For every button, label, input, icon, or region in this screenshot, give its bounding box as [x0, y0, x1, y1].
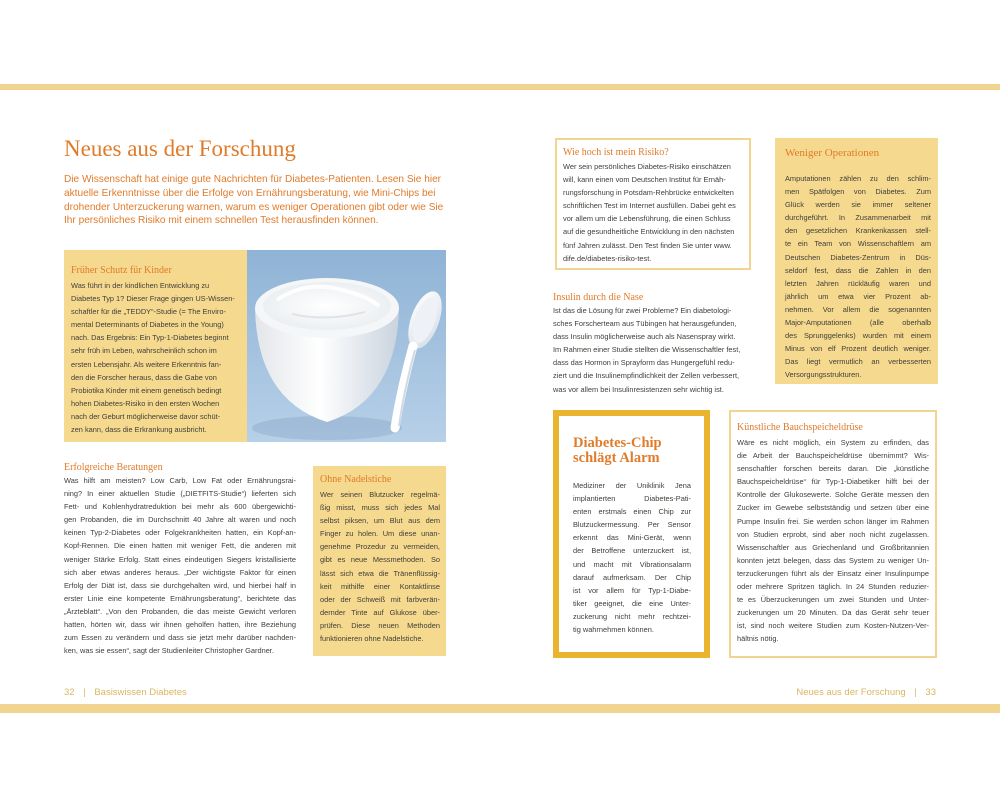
text-line: Fett- und Kohlenhydratreduktion bei mehr als 600 übergewichti-	[64, 502, 296, 512]
text-line: Kopf-Rennen. Die einen hatten mit weniger Fett, die anderen mit	[64, 541, 296, 551]
text-line: Probiotika Kinder mit einem genetisch bedingt	[71, 385, 222, 395]
text-line: mental Determinants of Diabetes in the Young)	[71, 320, 224, 330]
text-line: keit mithilfe einer Kontaktlinse	[320, 581, 440, 591]
text-line: erkennt das Mini-Gerät, wenn	[573, 533, 691, 543]
bauch-heading: Künstliche Bauchspeicheldrüse	[737, 422, 863, 433]
beratungen-text	[64, 474, 296, 657]
footer-separator: |	[83, 687, 86, 698]
text-line: keinen Typ-2-Diabetes oder Folgekrankheiten hatten, ein Kopf-an-	[64, 528, 296, 538]
text-line: darauf aufmerksam. Der Chip	[573, 572, 691, 582]
text-line: senschaftler forschen bereits daran. Die „künstliche	[737, 464, 929, 474]
page-number: 33	[925, 687, 936, 698]
nadelstiche-heading: Ohne Nadelstiche	[320, 474, 392, 485]
text-line: Blutzuckermessung. Per Sensor	[573, 520, 691, 530]
text-line: ist vor allem für Typ-1-Diabe-	[573, 585, 691, 595]
text-line: weniger Stärke Erfolg. Statt eines eindeutigen Siegers kristallisierte	[64, 554, 296, 564]
fruher-schutz-heading: Früher Schutz für Kinder	[71, 265, 172, 276]
text-line: durchgeführt. In Zusammenarbeit mit	[785, 213, 931, 223]
chip-box	[553, 410, 710, 658]
text-line: hältnis nötig.	[737, 634, 779, 644]
risiko-text	[563, 160, 745, 265]
intro-line: Ihr persönliches Risiko mit einem schnellen Test herausfinden können.	[64, 215, 379, 227]
text-line: jährlich um etwa vier Prozent ab-	[785, 291, 931, 301]
text-line: was vor allem bei Insulinresistenzen sehr wichtig ist.	[553, 384, 724, 394]
text-line: Ist das die Lösung für zwei Probleme? Ein diabetologi-	[553, 306, 732, 315]
text-line: dernder Tinte auf Glukose über-	[320, 607, 440, 617]
text-line: ßig misst, muss sich jedes Mal	[320, 503, 440, 513]
insulin-heading: Insulin durch die Nase	[553, 292, 644, 303]
text-line: Major-Amputationen (alle oberhalb	[785, 318, 931, 328]
text-line: rungsforschung in Potsdam-Rehbrücke entwickelten	[563, 188, 734, 198]
text-line: enten erstmals einen Chip zur	[573, 507, 691, 517]
text-line: zuckerung nicht mehr rechtzei-	[573, 611, 691, 621]
bottom-decor-bar	[0, 704, 1000, 713]
text-line: vor allem um die Lebensführung, die einen Schluss	[563, 214, 731, 224]
text-line: Finger zu holen. Um diese unan-	[320, 529, 440, 539]
text-line: schaftler für die „TEDDY“-Studie (= The Enviro-	[71, 307, 226, 317]
intro-line: aktuelle Erkenntnisse über die Erfolge von Ernährungsberatung, wie Mini-Chips bei	[64, 187, 436, 199]
text-line: implantierten Diabetes-Pati-	[573, 494, 691, 504]
text-line: prüfen. Diese neuen Methoden	[320, 620, 440, 630]
text-line: Minus von elf Prozent deutlich weniger.	[785, 344, 931, 354]
text-line: Pumpe Insulin frei. Sie werden schon länger im Rahmen	[737, 516, 929, 526]
operationen-box	[775, 138, 938, 384]
text-line: ist, sind noch weitere Studien zum Kosten-Nutzen-Ver-	[737, 621, 929, 631]
page-number: 32	[64, 687, 75, 698]
text-line: Kontrolle der Glukosewerte. Solche Geräte messen den	[737, 490, 929, 500]
risiko-box	[555, 138, 751, 270]
text-line: Glück werden sie immer seltener	[785, 200, 931, 210]
risiko-heading: Wie hoch ist mein Risiko?	[563, 147, 669, 158]
text-line: sehr früh im Leben, wahrscheinlich schon im	[71, 346, 217, 356]
text-line: gen Probanden, die im Durchschnitt 40 Jahre alt waren und noch	[64, 515, 296, 525]
footer-separator: |	[914, 687, 917, 698]
text-line: Diabetes Typ 1? Dieser Frage gingen US-Wissen-	[71, 294, 235, 304]
text-line: des Sprunggelenks) wurden mit einem	[785, 331, 931, 341]
text-line: nach. Das Ergebnis: Ein Typ-1-Diabetes beginnt	[71, 333, 229, 343]
text-line: oder der Schweiß mit farbverän-	[320, 594, 440, 604]
text-line: sches Forscherteam aus Tübingen hat herausgefunden,	[553, 319, 737, 329]
bauch-box	[729, 410, 937, 658]
text-line: funktionieren ohne Nadelstiche.	[320, 634, 424, 644]
yogurt-photo	[247, 250, 446, 442]
chip-heading-line: Diabetes-Chip	[573, 435, 662, 451]
text-line: men Spätfolgen von Diabetes. Zum	[785, 187, 931, 197]
chip-heading	[573, 436, 662, 466]
text-line: Erfolg der Diät ist, dass sie durchgehalten wird, und hierbei half in	[64, 580, 296, 590]
text-line: tig wahrnehmen können.	[573, 625, 654, 635]
beratungen-heading: Erfolgreiche Beratungen	[64, 462, 163, 473]
text-line: dass das Hormon in Sprayform das Hungergefühl redu-	[553, 358, 735, 368]
text-line: selbst piksen, um Blut aus dem	[320, 516, 440, 526]
operationen-text	[785, 172, 931, 382]
page-title: Neues aus der Forschung	[64, 136, 296, 161]
text-line: dife.de/diabetes-risiko-test.	[563, 253, 652, 263]
text-line: von Studien erprobt, sind aber noch nicht zugelassen.	[737, 529, 929, 539]
text-line: ziert und die Insulinempfindlichkeit der Zellen verbessert,	[553, 371, 740, 381]
text-line: den die Forscher heraus, dass die Gabe von	[71, 372, 217, 382]
text-line: konnten jetzt belegen, dass das System zu weniger Un-	[737, 555, 929, 565]
footer-section-title: Neues aus der Forschung	[796, 687, 906, 698]
text-line: zen kann, dass die Erkrankung ausbricht.	[71, 425, 207, 435]
fruher-schutz-text	[71, 279, 237, 436]
text-line: will, kann einen vom Deutschen Institut für Ernäh-	[563, 175, 726, 185]
insulin-text	[553, 304, 753, 396]
footer-left	[64, 687, 187, 698]
chip-text	[573, 479, 691, 636]
text-line: zum Essen zu verändern und dass sie jetzt mehr darüber nachden-	[64, 633, 296, 643]
text-line: dass Insulin möglicherweise auch als Nasenspray wirkt.	[553, 332, 736, 342]
text-line: seldorf fest, dass die Zahlen in den	[785, 265, 931, 275]
text-line: ken, was sie essen“, sagt der Studienleiter Christopher Gardner.	[64, 646, 274, 656]
text-line: und macht mit Vibrationsalarm	[573, 559, 691, 569]
text-line: hohen Diabetes-Risiko in den ersten Wochen	[71, 398, 220, 408]
text-line: Im Rahmen einer Studie stellten die Wissenschaftler fest,	[553, 345, 741, 355]
text-line: tiker geeignet, die eine Unter-	[573, 598, 691, 608]
text-line: Was hilft am meisten? Low Carb, Low Fat oder Ernährungsrai-	[64, 476, 296, 485]
text-line: schriftlichen Test im Internet ausfüllen. Dabei geht es	[563, 201, 736, 211]
text-line: Was führt in der kindlichen Entwicklung zu	[71, 281, 210, 290]
text-line: genehme Prozedur zu vermeiden,	[320, 542, 440, 552]
text-line: letzten Jahren rückläufig waren und	[785, 278, 931, 288]
text-line: der Betroffene unterzuckert ist,	[573, 546, 691, 556]
text-line: Wer sein persönliches Diabetes-Risiko einschätzen	[563, 162, 731, 171]
text-line: erster Linie eine kompetente Ernährungsberatung“, berichtete das	[64, 593, 296, 603]
text-line: Wissenschaftler aus Griechenland und Großbritannien	[737, 542, 929, 552]
text-line: die Arbeit der Bauchspeicheldrüse übernimmt? Wis-	[737, 451, 929, 461]
intro-line: drohender Unterzuckerung warnen, warum es weniger Operationen gibt oder wie Sie	[64, 201, 444, 213]
text-line: te ein Team von Wissenschaftlern am	[785, 239, 931, 249]
text-line: ning? In einer aktuellen Studie („DIETFITS-Studie“) lieferten sich	[64, 489, 296, 499]
text-line: ersten Lebensjahr. Als weitere Erkenntnis fan-	[71, 359, 222, 369]
text-line: Zucker im Gewebe selbstständig und setzen über eine	[737, 503, 929, 513]
text-line: oder mehrere Spritzen täglich. In 24 Stunden reduzier-	[737, 582, 929, 592]
nadelstiche-box	[313, 466, 446, 656]
text-line: Amputationen zählen zu den schlim-	[785, 174, 931, 183]
text-line: gibt es neue Messmethoden. So	[320, 555, 440, 565]
text-line: Das liegt vermutlich an verbesserten	[785, 357, 931, 367]
text-line: hatten, hörten wir, dass wir ihnen geholfen hatten, ihre Beziehung	[64, 620, 296, 630]
operationen-heading: Weniger Operationen	[785, 147, 880, 159]
text-line: Deutschen Diabetes-Zentrum in Düs-	[785, 252, 931, 262]
text-line: Wäre es nicht möglich, ein System zu erfinden, das	[737, 438, 929, 447]
yogurt-bowl-image	[247, 250, 446, 442]
bauch-text	[737, 436, 929, 646]
text-line: terzuckerungen führt als der Einsatz einer Insulinpumpe	[737, 568, 929, 578]
text-line: „Ärzteblatt“. „Von den Probanden, die das meiste Gewicht verloren	[64, 606, 296, 616]
fruher-schutz-box	[64, 250, 247, 442]
text-line: den gesetzlichen Krankenkassen stell-	[785, 226, 931, 236]
nadelstiche-text	[320, 488, 440, 645]
text-line: nach der Geburt möglicherweise davor schüt-	[71, 411, 221, 421]
footer-section-title: Basiswissen Diabetes	[94, 687, 187, 698]
text-line: sich aber etwas anderes heraus. „Der wichtigste Faktor für einen	[64, 567, 296, 577]
text-line: Versorgungsstrukturen.	[785, 370, 862, 380]
text-line: Mediziner der Uniklinik Jena	[573, 481, 691, 490]
text-line: te es Überzuckerungen um zwei Stunden und Unter-	[737, 595, 929, 605]
text-line: Bauchspeicheldrüse“ für Typ-1-Diabetiker hilft bei der	[737, 477, 929, 487]
footer-right	[796, 687, 936, 698]
text-line: lässt sich etwa die Tränenflüssig-	[320, 568, 440, 578]
chip-heading-line: schlägt Alarm	[573, 450, 660, 466]
intro-paragraph	[64, 173, 443, 228]
top-decor-bar	[0, 84, 1000, 90]
text-line: Wer seinen Blutzucker regelmä-	[320, 490, 440, 499]
text-line: auf die gesundheitliche Entwicklung in den nächsten	[563, 227, 735, 237]
text-line: zuckerungen um 20 Minuten. Da das Gerät sehr teuer	[737, 608, 929, 618]
text-line: nehmen. Vor allem die sogenannten	[785, 304, 931, 314]
intro-line: Die Wissenschaft hat einige gute Nachrichten für Diabetes-Patienten. Lesen Sie hier	[64, 174, 442, 185]
text-line: fünf Jahren zulässt. Den Test finden Sie unter www.	[563, 240, 732, 250]
